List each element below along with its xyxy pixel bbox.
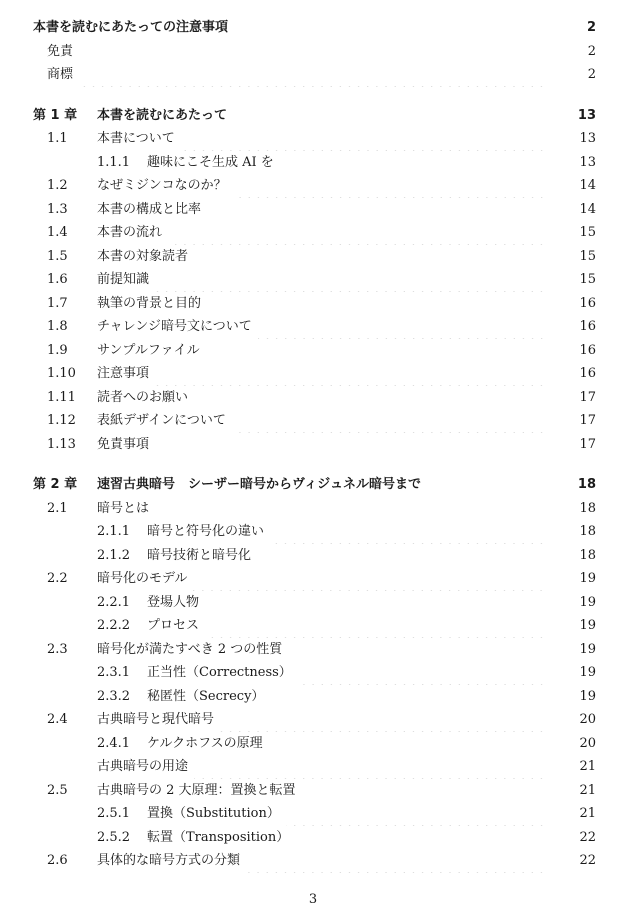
toc-entry-number: 1.11 — [47, 389, 76, 405]
toc-entry-section[interactable] — [33, 268, 596, 292]
toc-entry-title: 前提知識 — [97, 272, 150, 287]
toc-entry-page: 19 — [579, 688, 596, 704]
table-of-contents — [33, 16, 596, 873]
toc-entry-title: 本書の構成と比率 — [97, 201, 202, 217]
dot-leader — [79, 40, 546, 64]
toc-entry-number: 1.6 — [47, 272, 68, 287]
toc-entry-subsection[interactable] — [33, 520, 596, 544]
dot-leader — [269, 732, 546, 756]
dot-leader — [155, 433, 546, 457]
toc-entry-page: 21 — [579, 806, 596, 821]
toc-entry-title: 登場人物 — [147, 594, 200, 610]
toc-entry-page: 19 — [579, 665, 596, 680]
toc-entry-page: 19 — [579, 594, 596, 610]
toc-entry-number: 第 1 章 — [33, 107, 78, 123]
toc-entry-title: 暗号技術と暗号化 — [147, 547, 252, 563]
toc-entry-number: 2.2.1 — [97, 594, 131, 610]
toc-entry-page: 13 — [579, 154, 596, 170]
toc-entry-page: 17 — [579, 436, 596, 452]
toc-entry-title: ケルクホフスの原理 — [147, 735, 263, 751]
toc-entry-title: 本書の対象読者 — [97, 248, 189, 264]
toc-entry-page: 21 — [579, 782, 596, 798]
toc-entry-title: 本書について — [97, 131, 175, 146]
dot-leader — [168, 221, 546, 245]
toc-entry-subsection[interactable] — [33, 151, 596, 175]
toc-entry-subsection[interactable] — [33, 802, 596, 826]
toc-entry-subsection[interactable] — [33, 685, 596, 709]
dot-leader — [234, 16, 546, 40]
toc-entry-page: 21 — [579, 759, 596, 774]
toc-entry-page: 2 — [586, 20, 596, 35]
toc-entry-chapter[interactable] — [33, 104, 596, 128]
toc-entry-number: 1.5 — [47, 248, 68, 264]
toc-entry-page: 14 — [579, 201, 596, 217]
dot-leader — [246, 849, 546, 873]
toc-entry-number: 1.1 — [47, 131, 68, 146]
toc-entry-number: 2.6 — [47, 853, 68, 868]
toc-entry-section[interactable] — [33, 198, 596, 222]
toc-entry-title: 秘匿性（Secrecy） — [147, 688, 265, 704]
toc-entry-page: 22 — [579, 829, 596, 845]
toc-entry-number: 1.3 — [47, 201, 68, 217]
toc-entry-title: 転置（Transposition） — [147, 829, 290, 845]
dot-leader — [194, 386, 546, 410]
dot-leader — [232, 409, 546, 433]
toc-entry-number: 2.1.1 — [97, 524, 131, 539]
toc-entry-chapter[interactable] — [33, 16, 596, 40]
dot-leader — [258, 315, 546, 339]
toc-entry-section[interactable] — [33, 315, 596, 339]
toc-entry-title: 本書の流れ — [97, 225, 163, 240]
dot-leader — [194, 245, 546, 269]
toc-entry-page: 16 — [579, 319, 596, 334]
toc-entry-number: 1.2 — [47, 178, 68, 193]
toc-entry-number: 2.3 — [47, 641, 68, 657]
toc-entry-number: 2.5.1 — [97, 806, 131, 821]
toc-entry-number: 1.9 — [47, 342, 68, 358]
toc-entry-page: 22 — [579, 853, 596, 868]
toc-entry-front[interactable] — [33, 40, 596, 64]
toc-entry-page: 19 — [579, 571, 596, 586]
toc-entry-section-unnumbered[interactable] — [33, 755, 596, 779]
toc-entry-page: 16 — [579, 342, 596, 358]
dot-leader — [155, 497, 546, 521]
toc-entry-page: 14 — [579, 178, 596, 193]
toc-entry-page: 20 — [579, 735, 596, 751]
toc-entry-number: 2.3.2 — [97, 688, 131, 704]
toc-entry-number: 1.7 — [47, 295, 68, 311]
toc-entry-page: 2 — [587, 43, 596, 59]
dot-leader — [270, 520, 546, 544]
dot-leader — [427, 473, 546, 497]
toc-entry-title: 読者へのお願い — [97, 389, 189, 405]
dot-leader — [288, 638, 546, 662]
toc-entry-page: 2 — [587, 67, 596, 82]
toc-entry-number: 2.3.1 — [97, 665, 131, 680]
toc-entry-title: 暗号化が満たすべき 2 つの性質 — [97, 641, 283, 657]
toc-entry-title: 免責事項 — [97, 436, 150, 452]
toc-entry-section[interactable] — [33, 433, 596, 457]
toc-entry-title: 暗号と符号化の違い — [147, 524, 265, 539]
toc-entry-title: 古典暗号の用途 — [97, 759, 189, 774]
dot-leader — [79, 63, 546, 87]
toc-entry-number: 2.1.2 — [97, 547, 131, 563]
toc-entry-number: 1.10 — [47, 366, 76, 381]
toc-entry-section[interactable] — [33, 409, 596, 433]
toc-entry-section[interactable] — [33, 779, 596, 803]
toc-entry-number: 2.5 — [47, 782, 68, 798]
toc-entry-number: 2.1 — [47, 500, 68, 516]
dot-leader — [206, 339, 546, 363]
toc-entry-title: 本書を読むにあたっての注意事項 — [33, 20, 229, 35]
toc-entry-page: 16 — [579, 295, 596, 311]
toc-entry-page: 20 — [579, 712, 596, 727]
toc-entry-subsection[interactable] — [33, 591, 596, 615]
toc-entry-title: 暗号とは — [97, 500, 150, 516]
toc-entry-title: 執筆の背景と目的 — [97, 295, 202, 311]
toc-entry-title: 正当性（Correctness） — [147, 665, 292, 680]
dot-leader — [205, 614, 546, 638]
dot-leader — [181, 127, 546, 151]
dot-leader — [302, 779, 546, 803]
toc-entry-page: 17 — [579, 413, 596, 428]
toc-entry-title: 具体的な暗号方式の分類 — [97, 853, 241, 868]
toc-entry-page: 13 — [577, 107, 596, 123]
toc-entry-title: 速習古典暗号 シーザー暗号からヴィジュネル暗号まで — [97, 477, 421, 492]
toc-entry-page: 16 — [579, 366, 596, 381]
toc-entry-number: 2.2.2 — [97, 618, 131, 633]
toc-entry-section[interactable] — [33, 174, 596, 198]
toc-entry-page: 18 — [579, 524, 596, 539]
toc-entry-subsection[interactable] — [33, 826, 596, 850]
toc-entry-page: 13 — [579, 131, 596, 146]
toc-entry-section[interactable] — [33, 339, 596, 363]
toc-entry-title: 表紙デザインについて — [97, 413, 226, 428]
toc-entry-title: サンプルファイル — [97, 342, 200, 358]
toc-entry-number: 第 2 章 — [33, 477, 78, 492]
toc-entry-number: 1.12 — [47, 413, 76, 428]
toc-entry-number: 2.4.1 — [97, 735, 131, 751]
dot-leader — [193, 567, 546, 591]
toc-entry-front[interactable] — [33, 63, 596, 87]
toc-entry-section[interactable] — [33, 386, 596, 410]
dot-leader — [295, 826, 546, 850]
toc-entry-section[interactable] — [33, 567, 596, 591]
toc-entry-number: 1.1.1 — [97, 154, 131, 170]
dot-leader — [233, 174, 546, 198]
toc-entry-section[interactable] — [33, 708, 596, 732]
toc-entry-page: 15 — [579, 225, 596, 240]
dot-leader — [194, 755, 546, 779]
toc-entry-title: 古典暗号と現代暗号 — [97, 712, 215, 727]
toc-entry-page: 18 — [579, 500, 596, 516]
toc-entry-number: 1.4 — [47, 225, 68, 240]
toc-entry-section[interactable] — [33, 849, 596, 873]
toc-entry-page: 19 — [579, 641, 596, 657]
toc-entry-title: 注意事項 — [97, 366, 150, 381]
toc-entry-subsection[interactable] — [33, 661, 596, 685]
toc-entry-section[interactable] — [33, 638, 596, 662]
toc-entry-page: 18 — [577, 477, 596, 492]
toc-entry-title: 免責 — [47, 43, 74, 59]
toc-entry-section[interactable] — [33, 497, 596, 521]
toc-entry-number: 1.13 — [47, 436, 76, 452]
toc-entry-number: 2.5.2 — [97, 829, 131, 845]
dot-leader — [280, 151, 546, 175]
toc-entry-page: 15 — [579, 248, 596, 264]
toc-entry-title: 趣味にこそ生成 AI を — [147, 154, 274, 170]
toc-entry-subsection[interactable] — [33, 544, 596, 568]
toc-entry-title: 本書を読むにあたって — [97, 107, 228, 123]
toc-entry-subsection[interactable] — [33, 614, 596, 638]
toc-entry-section[interactable] — [33, 127, 596, 151]
toc-entry-page: 19 — [579, 618, 596, 633]
toc-entry-number: 1.8 — [47, 319, 68, 334]
page-number: 3 — [308, 892, 318, 907]
toc-entry-page: 17 — [579, 389, 596, 405]
toc-entry-title: 暗号化のモデル — [97, 571, 188, 586]
dot-leader — [220, 708, 546, 732]
toc-entry-number: 2.4 — [47, 712, 68, 727]
dot-leader — [286, 802, 546, 826]
toc-entry-page: 15 — [579, 272, 596, 287]
toc-entry-title: 商標 — [47, 67, 74, 82]
dot-leader — [155, 268, 546, 292]
toc-entry-title: 古典暗号の 2 大原理：置換と転置 — [97, 782, 296, 798]
dot-leader — [155, 362, 546, 386]
toc-entry-page: 18 — [579, 547, 596, 563]
toc-entry-section[interactable] — [33, 362, 596, 386]
toc-entry-title: 置換（Substitution） — [147, 806, 280, 821]
toc-entry-chapter[interactable] — [33, 473, 596, 497]
toc-entry-section[interactable] — [33, 292, 596, 316]
dot-leader — [207, 292, 546, 316]
toc-entry-title: なぜミジンコなのか？ — [97, 178, 227, 193]
dot-leader — [257, 544, 546, 568]
dot-leader — [233, 104, 546, 128]
toc-entry-subsection[interactable] — [33, 732, 596, 756]
dot-leader — [207, 198, 546, 222]
dot-leader — [205, 591, 546, 615]
toc-entry-title: チャレンジ暗号文について — [97, 319, 252, 334]
dot-leader — [298, 661, 546, 685]
toc-entry-section[interactable] — [33, 221, 596, 245]
toc-entry-title: プロセス — [147, 618, 200, 633]
toc-entry-number: 2.2 — [47, 571, 68, 586]
dot-leader — [270, 685, 546, 709]
toc-entry-section[interactable] — [33, 245, 596, 269]
